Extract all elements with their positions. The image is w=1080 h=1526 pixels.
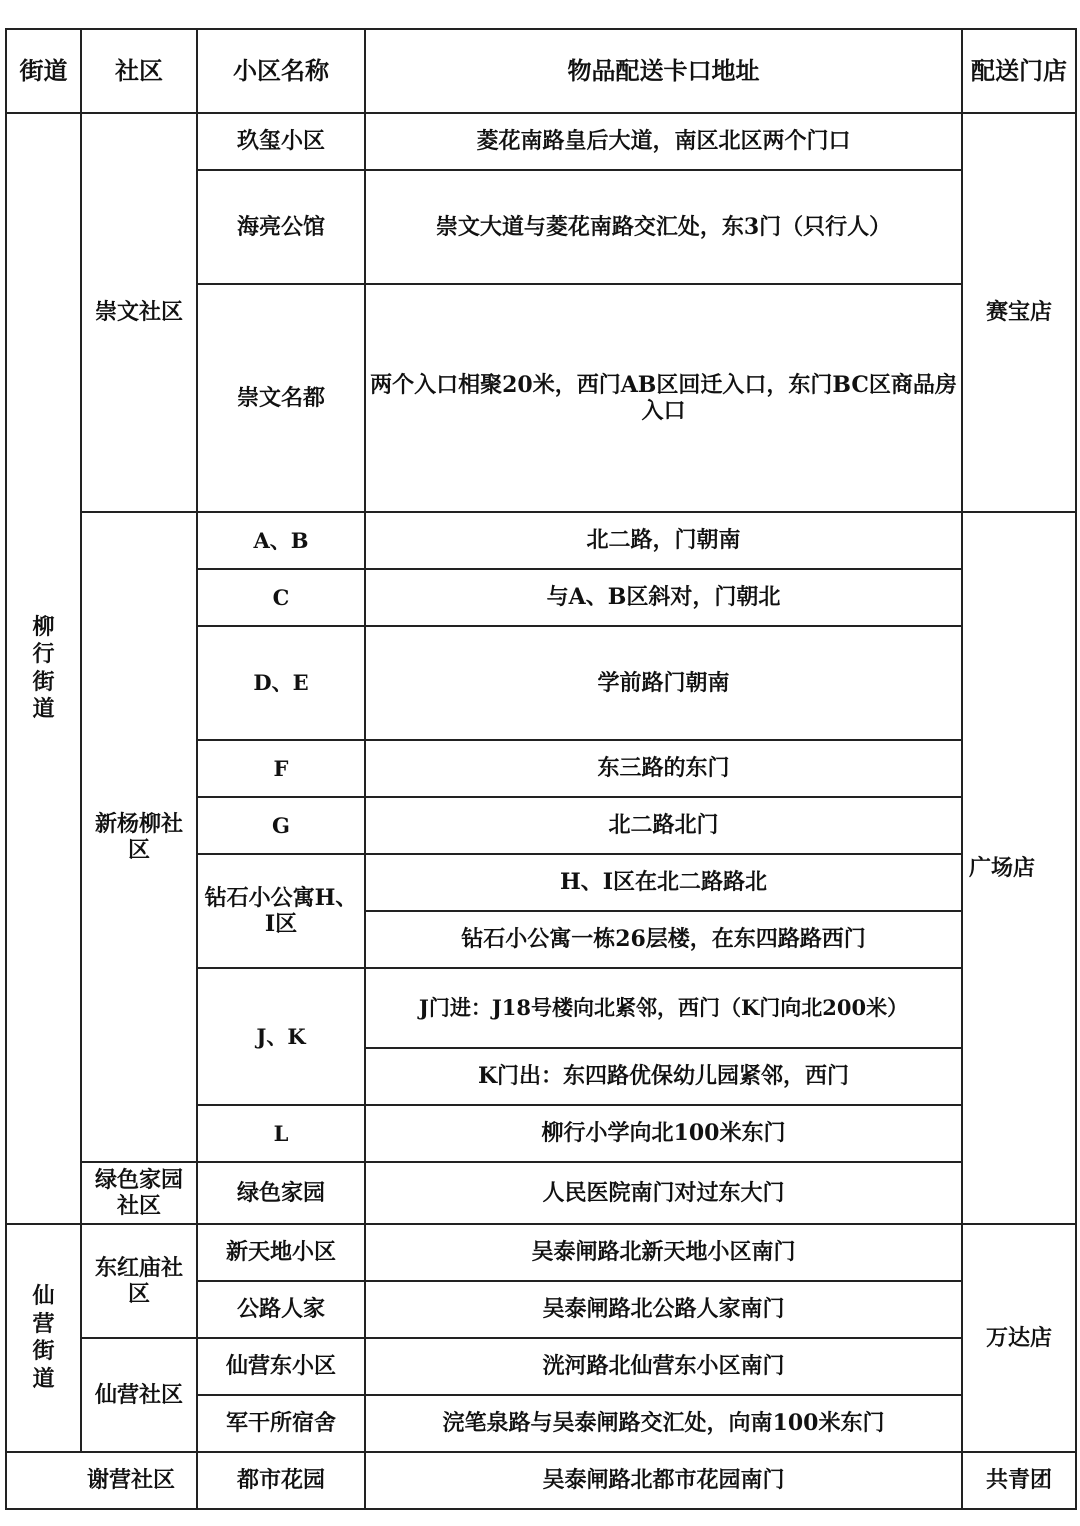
estate-cell: 都市花园: [197, 1452, 365, 1509]
table-row: [6, 1162, 1076, 1224]
address-cell: J门进：J18号楼向北紧邻，西门（K门向北200米）: [365, 968, 962, 1048]
header-street: 街道: [6, 29, 81, 113]
estate-cell: C: [197, 569, 365, 626]
address-cell: K门出：东四路优保幼儿园紧邻，西门: [365, 1048, 962, 1105]
community-cell-lvse: 绿色家园社区: [81, 1162, 197, 1224]
delivery-table: [5, 28, 1077, 1510]
header-row: [6, 29, 1076, 113]
table-row: [6, 113, 1076, 170]
address-cell: 东三路的东门: [365, 740, 962, 797]
address-cell: 洸河路北仙营东小区南门: [365, 1338, 962, 1395]
estate-cell: 仙营东小区: [197, 1338, 365, 1395]
community-cell-xianying: 仙营社区: [81, 1338, 197, 1452]
address-cell: 与A、B区斜对，门朝北: [365, 569, 962, 626]
community-cell-xinyangliu: 新杨柳社区: [81, 512, 197, 1162]
address-cell: 人民医院南门对过东大门: [365, 1162, 962, 1224]
estate-cell: 新天地小区: [197, 1224, 365, 1281]
address-cell: 吴泰闸路北公路人家南门: [365, 1281, 962, 1338]
estate-cell: 军干所宿舍: [197, 1395, 365, 1452]
header-store: 配送门店: [962, 29, 1076, 113]
store-cell-guangchang: 广场店: [962, 512, 1076, 1224]
address-cell: 吴泰闸路北都市花园南门: [365, 1452, 962, 1509]
street-cell-xianying: [6, 1224, 81, 1452]
address-cell: 菱花南路皇后大道，南区北区两个门口: [365, 113, 962, 170]
estate-cell: 崇文名都: [197, 284, 365, 512]
estate-cell: 钻石小公寓H、I区: [197, 854, 365, 968]
address-cell: 吴泰闸路北新天地小区南门: [365, 1224, 962, 1281]
estate-cell: 公路人家: [197, 1281, 365, 1338]
address-cell: 学前路门朝南: [365, 626, 962, 740]
header-community: 社区: [81, 29, 197, 113]
estate-cell: 玖玺小区: [197, 113, 365, 170]
header-address: 物品配送卡口地址: [365, 29, 962, 113]
table-row: [6, 512, 1076, 569]
store-cell-wanda: 万达店: [962, 1224, 1076, 1452]
estate-cell: J、K: [197, 968, 365, 1105]
address-cell: 北二路北门: [365, 797, 962, 854]
estate-cell: 绿色家园: [197, 1162, 365, 1224]
street-label: 仙营街道: [32, 1283, 55, 1392]
store-cell-gongqingtuan: 共青团: [962, 1452, 1076, 1509]
address-cell: 柳行小学向北100米东门: [365, 1105, 962, 1162]
estate-cell: A、B: [197, 512, 365, 569]
store-cell-saibao: 赛宝店: [962, 113, 1076, 512]
estate-cell: L: [197, 1105, 365, 1162]
estate-cell: F: [197, 740, 365, 797]
address-cell: 钻石小公寓一栋26层楼，在东四路路西门: [365, 911, 962, 968]
header-estate: 小区名称: [197, 29, 365, 113]
estate-cell: 海亮公馆: [197, 170, 365, 284]
address-cell: 北二路，门朝南: [365, 512, 962, 569]
community-cell-xieying: 谢营社区: [6, 1452, 197, 1509]
table-row: [6, 1224, 1076, 1281]
community-cell-donghongmiao: 东红庙社区: [81, 1224, 197, 1338]
table-row: [6, 1338, 1076, 1395]
estate-cell: G: [197, 797, 365, 854]
table-row: [6, 1452, 1076, 1509]
street-cell-liuxing: [6, 113, 81, 1224]
community-cell-chongwen: 崇文社区: [81, 113, 197, 512]
address-cell: 浣笔泉路与吴泰闸路交汇处，向南100米东门: [365, 1395, 962, 1452]
street-label: 柳行街道: [32, 613, 55, 722]
address-cell: 崇文大道与菱花南路交汇处，东3门（只行人）: [365, 170, 962, 284]
address-cell: 两个入口相聚20米，西门AB区回迁入口，东门BC区商品房入口: [365, 284, 962, 512]
estate-cell: D、E: [197, 626, 365, 740]
address-cell: H、I区在北二路路北: [365, 854, 962, 911]
